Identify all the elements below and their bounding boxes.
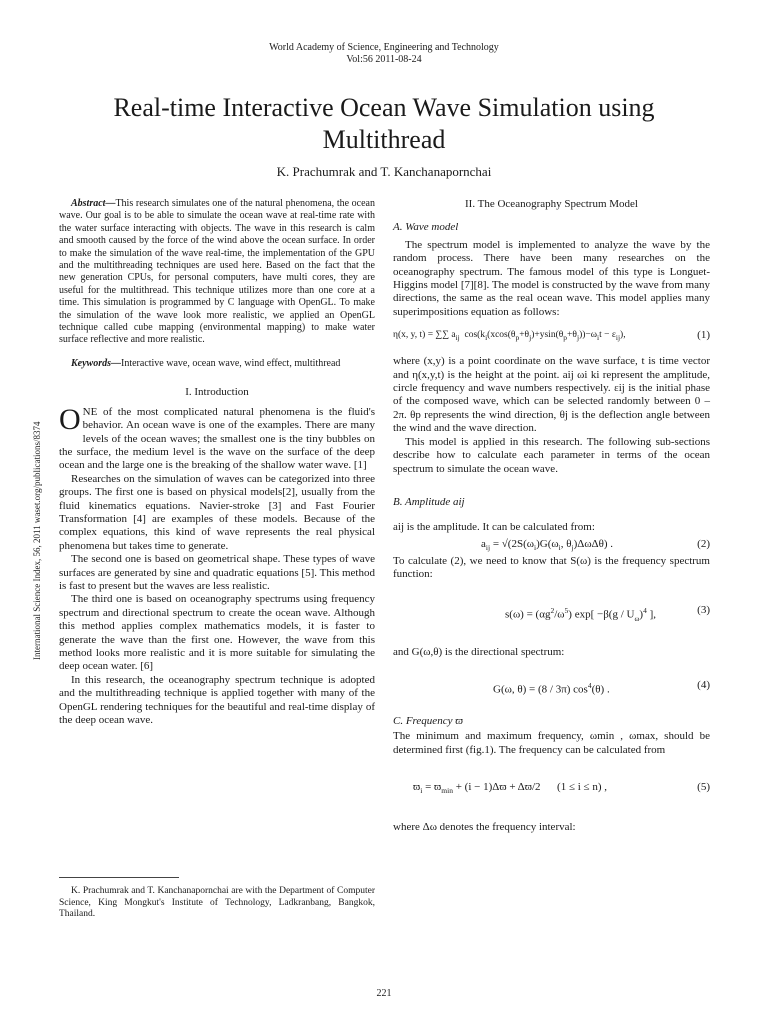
left-column (59, 198, 375, 727)
wave-model-paragraph-2: where (x,y) is a point coordinate on the wave surface, t is time vector and η(x,y,t) is the height at the point. aij ωi ki represent the amplitude, circle frequency and wave numbers respectively. εij is the initial phase of the composed wave, which can be selected randomly between 0 – 2π. θp represents the wind direction, θj is the deflection angle between the wind and the wave direction. (393, 355, 710, 435)
keywords (59, 358, 375, 370)
equation-4: G(ω, θ) = (8 / 3π) $\cos^4(\theta)$ . (4) (493, 678, 710, 696)
subsection-b-heading: B. Amplitude aij (393, 495, 465, 508)
keywords-text: Interactive wave, ocean wave, wind effect, multithread (121, 357, 341, 369)
equation-3: $s(\omega) = (\alpha g^2/\omega^5)$ $\exp[ -\beta(g / U_\omega)^4$ ], (3) (505, 603, 710, 623)
subsection-c-heading: C. Frequency ϖ (393, 714, 463, 727)
abstract (59, 198, 375, 347)
amplitude-paragraph-1: aij is the amplitude. It can be calculated from: (393, 521, 595, 534)
equation-2-number: (2) (697, 537, 710, 550)
intro-heading: I. Introduction (185, 386, 249, 399)
amplitude-paragraph-3: and G(ω,θ) is the directional spectrum: (393, 645, 565, 658)
section2-heading: II. The Oceanography Spectrum Model (465, 198, 638, 210)
equation-5-number: (5) (697, 781, 710, 794)
side-index-text: International Science Index, 56, 2011 waset.org/publications/8374 (32, 421, 42, 660)
abstract-text: This research simulates one of the natural phenomena, the ocean wave. Our goal is to be able to simulate the ocean wave at real-time rate with the water surface interacting with objects. The wave in this research is calm and smooth caused by the force of the wind above the ocean surface. In order to make the simulation of the wave real-time, the implementation of the GPU and the multithreading techniques are used here. Based on the fact that the new generation CPUs, for personal computers, have multi cores, they are useful for the multithread. This technique utilizes more than one core at a time. This simulation is programmed by C language with OpenGL. To make the simulation of the wave look more realistic, we applied an OpenGL technique called cube mapping (environmental mapping) to make water surface reflective and more realistic. (59, 198, 375, 346)
right-column (393, 198, 710, 835)
intro-paragraph-3: The second one is based on geometrical shape. These types of wave surfaces are generated by sine and quadratic equations [5]. This method is fast to present but the waves are less realistic. (59, 553, 375, 592)
equation-1-number: (1) (697, 329, 710, 342)
intro-paragraph-1: ONE of the most complicated natural phenomena is the fluid's behavior. An ocean wave is one of the examples. There are many levels of the ocean waves; the smallest one is the tiny bubbles on the surface, the medium level is the wave on the surface of the deep ocean and the large one is the breaking of the shallow water wave. [1] (59, 402, 375, 472)
volume-header: Vol:56 2011-08-24 (346, 54, 422, 65)
footnote-rule (59, 877, 179, 878)
equation-5: $ϖ_i = ϖ_{min} + (i - 1)\Delta ϖ + \Delta ϖ/2$ (1 ≤ i ≤ n) , (5) (413, 781, 710, 796)
paper-authors: K. Prachumrak and T. Kanchanapornchai (276, 164, 492, 179)
wave-model-paragraph-1: The spectrum model is implemented to analyze the wave by the random process. There have been many researches on the oceanography spectrum. The famous model of this type is Longuet-Higgins model [7][8]. The model is constructed by the wave from many directions, the same as the real ocean wave. This model applies many superimpositions equation as follows: (393, 238, 710, 318)
equation-3-number: (3) (697, 603, 710, 616)
footnote: K. Prachumrak and T. Kanchanapornchai are with the Department of Computer Science, King Mongkut's Institute of Technology, Ladkranbang, Bangkok, Thailand. (59, 886, 375, 919)
intro-paragraph-4: The third one is based on oceanography spectrums using frequency spectrum and directional spectrum to create the ocean wave. Although this method applies complex mathematics models, it is faster to generate the wave than the first one. However, the wave from this method looks more realistic and it is more suitable for simulating the deep ocean water. [6] (59, 593, 375, 673)
dropcap: O (59, 402, 81, 436)
subsection-a-heading: A. Wave model (393, 221, 459, 234)
amplitude-paragraph-2: To calculate (2), we need to know that S(ω) is the frequency spectrum function: (393, 554, 710, 581)
equation-2: $a_{ij} = √(2S(\omega_i)G(\omega_i$, $\theta_j)\Delta\omega\Delta\theta$) . (2) (481, 537, 710, 552)
equation-1: η(x, y, t) = ∑∑ $a_{ij}$ $\cos(k_i(xcos(\theta_p+\theta_j)+ysin(\theta_p+\theta_j))-\omega_it - \varepsilon_{ij})$, (1) (393, 329, 710, 343)
frequency-paragraph-1: The minimum and maximum frequency, ωmin , ωmax, should be determined first (fig.1). The frequency can be calculated from (393, 730, 710, 756)
keywords-label: Keywords— (71, 357, 121, 369)
intro-paragraph-2: Researches on the simulation of waves can be categorized into three groups. The first one is based on physical models[2], usually from the fluid kinematics equations. Navier-stroke [3] and Fast Fourier Transformation [4] are examples of these models. Because of the complex equations, this kind of wave represents the real physical phenomena but takes time to generate. (59, 472, 375, 552)
page-number: 221 (376, 988, 392, 999)
intro-paragraph-5: In this research, the oceanography spectrum technique is adopted and the multithreading technique is applied together with many of the OpenGL rendering techniques for the beautiful and real-time display of the deep ocean wave. (59, 673, 375, 727)
journal-header: World Academy of Science, Engineering and Technology (269, 42, 499, 53)
wave-model-paragraph-3: This model is applied in this research. The following sub-sections describe how to calculate each parameter in terms of the ocean spectrum to simulate the ocean wave. (393, 435, 710, 475)
abstract-label: Abstract— (71, 198, 116, 209)
paper-title: Real-time Interactive Ocean Wave Simulation using Multithread (113, 93, 655, 154)
frequency-paragraph-2: where Δω denotes the frequency interval: (393, 821, 576, 834)
equation-4-number: (4) (697, 678, 710, 691)
